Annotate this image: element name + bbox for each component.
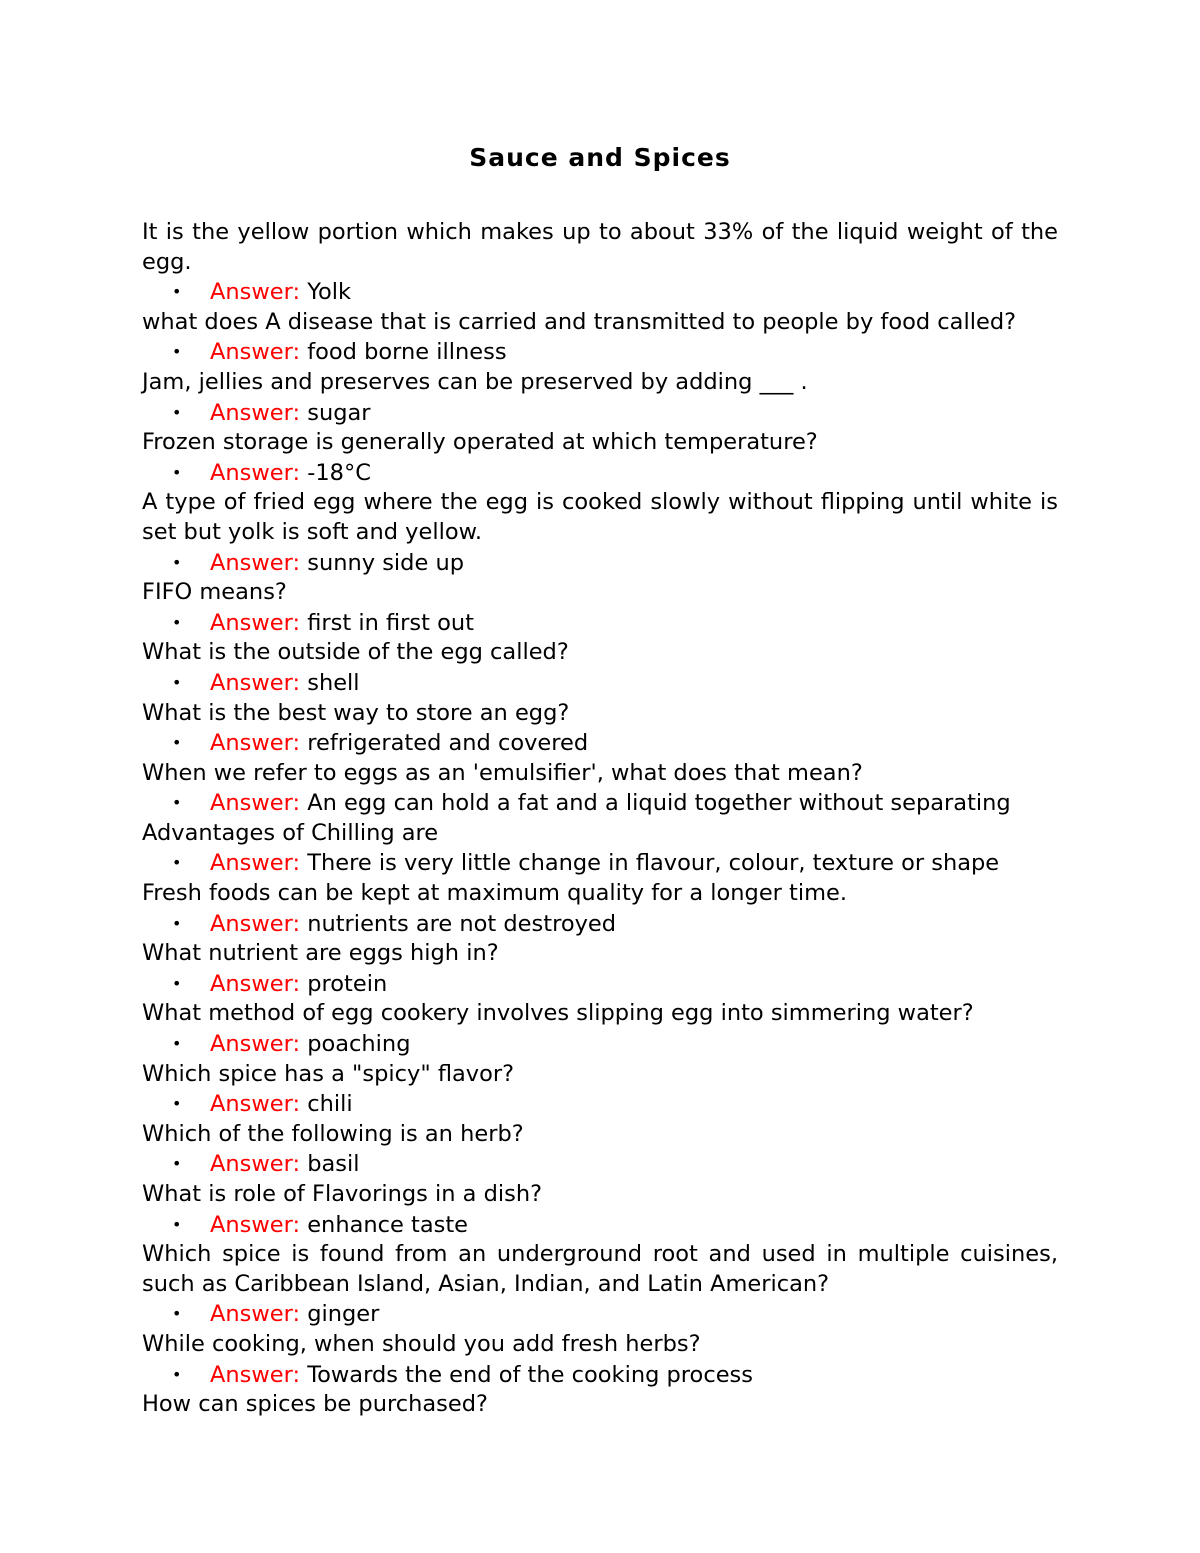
answer-value: Yolk — [307, 279, 352, 306]
answer-item — [142, 277, 1058, 308]
answer-item — [142, 1089, 1058, 1120]
question-text: When we refer to eggs as an 'emulsifier', what does that mean? — [142, 759, 863, 786]
answer-item — [142, 668, 1058, 699]
question-text: While cooking, when should you add fresh herbs? — [142, 1330, 701, 1357]
answer-label: Answer: — [210, 279, 301, 306]
bullet-icon: • — [172, 793, 182, 813]
question-text: What nutrient are eggs high in? — [142, 940, 499, 967]
answer-item — [142, 398, 1058, 429]
answer-label: Answer: — [210, 459, 301, 486]
answer-value: -18°C — [307, 459, 371, 486]
answer-value: basil — [307, 1151, 360, 1178]
answer-item — [142, 608, 1058, 639]
answer-item — [142, 458, 1058, 489]
answer-label: Answer: — [210, 790, 301, 817]
bullet-icon: • — [172, 612, 182, 632]
question-text: FIFO means? — [142, 579, 287, 606]
question-text: Which spice is found from an underground root and used in multiple cuisines, such as Caribbean Island, Asian, Indian, and Latin American? — [142, 1241, 1058, 1297]
answer-item — [142, 1210, 1058, 1241]
answer-label: Answer: — [210, 399, 301, 426]
bullet-icon: • — [172, 913, 182, 933]
answer-value: sunny side up — [307, 549, 464, 576]
bullet-icon: • — [172, 733, 182, 753]
answer-label: Answer: — [210, 910, 301, 937]
bullet-icon: • — [172, 342, 182, 362]
answer-item — [142, 1360, 1058, 1391]
question-text: A type of fried egg where the egg is cooked slowly without flipping until white is set but yolk is soft and yellow. — [142, 489, 1058, 545]
question-text: Fresh foods can be kept at maximum quality for a longer time. — [142, 880, 848, 907]
answer-value: food borne illness — [307, 339, 507, 366]
answer-value: first in first out — [307, 609, 474, 636]
bullet-icon: • — [172, 1034, 182, 1054]
answer-value: sugar — [307, 399, 371, 426]
answer-value: chili — [307, 1091, 353, 1118]
answer-value: enhance taste — [307, 1211, 468, 1238]
answer-item — [142, 788, 1058, 819]
answer-label: Answer: — [210, 1301, 301, 1328]
answer-label: Answer: — [210, 1091, 301, 1118]
answer-item — [142, 728, 1058, 759]
answer-label: Answer: — [210, 669, 301, 696]
answer-item — [142, 1029, 1058, 1060]
bullet-icon: • — [172, 552, 182, 572]
answer-value: An egg can hold a fat and a liquid together without separating — [307, 790, 1011, 817]
answer-item — [142, 848, 1058, 879]
bullet-icon: • — [172, 672, 182, 692]
answer-value: shell — [307, 669, 360, 696]
answer-label: Answer: — [210, 549, 301, 576]
qa-list — [142, 218, 1058, 1420]
question-text: How can spices be purchased? — [142, 1391, 488, 1418]
bullet-icon: • — [172, 402, 182, 422]
answer-label: Answer: — [210, 339, 301, 366]
answer-label: Answer: — [210, 1211, 301, 1238]
bullet-icon: • — [172, 853, 182, 873]
answer-item — [142, 969, 1058, 1000]
bullet-icon: • — [172, 282, 182, 302]
answer-label: Answer: — [210, 609, 301, 636]
document-title: Sauce and Spices — [469, 143, 731, 172]
answer-item — [142, 548, 1058, 579]
question-text: What is the best way to store an egg? — [142, 699, 570, 726]
question-text: It is the yellow portion which makes up to about 33% of the liquid weight of the egg. — [142, 219, 1058, 275]
answer-label: Answer: — [210, 730, 301, 757]
answer-item — [142, 1299, 1058, 1330]
answer-label: Answer: — [210, 1151, 301, 1178]
answer-value: Towards the end of the cooking process — [307, 1361, 753, 1388]
bullet-icon: • — [172, 1304, 182, 1324]
answer-label: Answer: — [210, 1031, 301, 1058]
question-text: Which spice has a "spicy" flavor? — [142, 1060, 515, 1087]
bullet-icon: • — [172, 1094, 182, 1114]
bullet-icon: • — [172, 973, 182, 993]
answer-value: nutrients are not destroyed — [307, 910, 617, 937]
question-text: What is role of Flavorings in a dish? — [142, 1181, 543, 1207]
bullet-icon: • — [172, 462, 182, 482]
answer-label: Answer: — [210, 1361, 301, 1388]
question-text: What method of egg cookery involves slipping egg into simmering water? — [142, 1000, 974, 1027]
question-text: What is the outside of the egg called? — [142, 639, 569, 666]
answer-item — [142, 909, 1058, 940]
question-text: Advantages of Chilling are — [142, 819, 439, 846]
answer-label: Answer: — [210, 970, 301, 997]
question-text: Which of the following is an herb? — [142, 1120, 524, 1147]
answer-item — [142, 337, 1058, 368]
question-text: Jam, jellies and preserves can be preserved by adding ___ . — [142, 368, 808, 395]
answer-value: protein — [307, 970, 388, 997]
answer-value: refrigerated and covered — [307, 730, 589, 757]
bullet-icon: • — [172, 1214, 182, 1234]
answer-label: Answer: — [210, 850, 301, 877]
bullet-icon: • — [172, 1154, 182, 1174]
question-text: what does A disease that is carried and transmitted to people by food called? — [142, 308, 1017, 335]
question-text: Frozen storage is generally operated at which temperature? — [142, 429, 818, 456]
answer-value: ginger — [307, 1301, 380, 1328]
answer-value: poaching — [307, 1031, 411, 1058]
answer-value: There is very little change in flavour, colour, texture or shape — [307, 850, 1000, 877]
answer-item — [142, 1149, 1058, 1180]
bullet-icon: • — [172, 1364, 182, 1384]
